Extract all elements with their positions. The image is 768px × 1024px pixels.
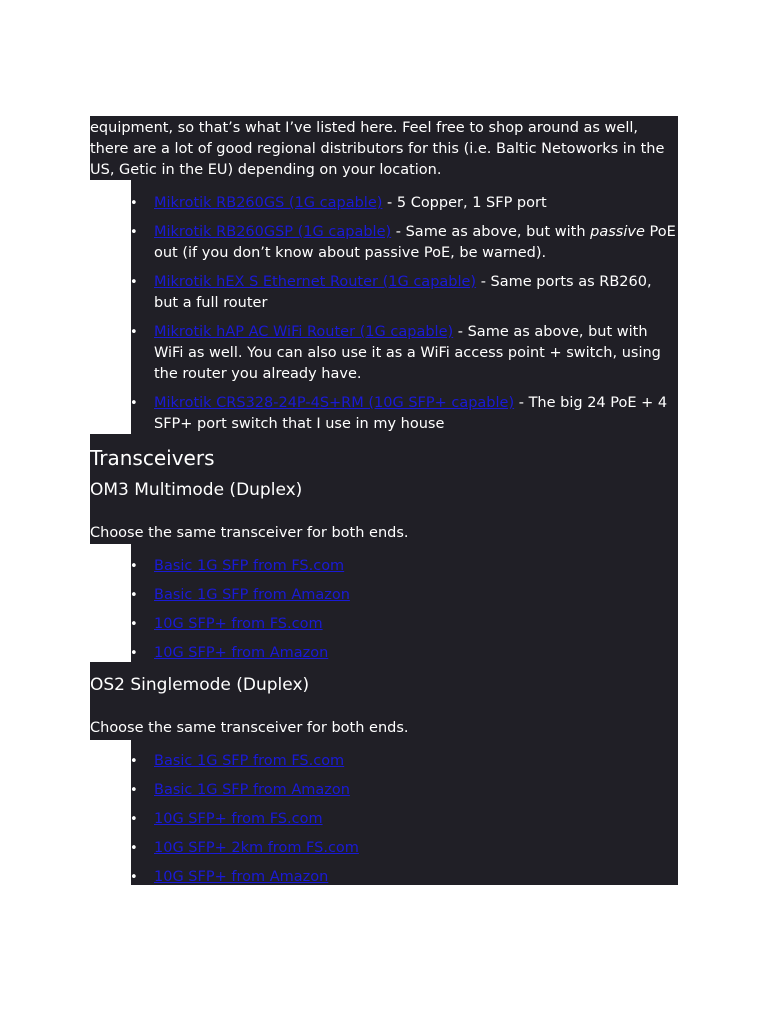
link-om3-1g-fs[interactable]: Basic 1G SFP from FS.com: [154, 558, 345, 574]
transceivers-heading: Transceivers: [90, 446, 215, 470]
list-item: [90, 272, 680, 314]
switch-list: [90, 193, 680, 435]
item-description: - 5 Copper, 1 SFP port: [382, 195, 547, 211]
list-item: [90, 751, 680, 772]
list-item: [90, 780, 680, 801]
link-crs328[interactable]: Mikrotik CRS328-24P-4S+RM (10G SFP+ capable): [154, 395, 515, 411]
link-os2-10g-2km-fs[interactable]: 10G SFP+ 2km from FS.com: [154, 840, 359, 856]
list-item: [90, 838, 680, 859]
item-emphasis: passive: [590, 224, 645, 240]
list-item: [90, 556, 680, 577]
om3-note: Choose the same transceiver for both ends.: [90, 525, 409, 541]
list-item: [90, 867, 680, 888]
link-os2-1g-amazon[interactable]: Basic 1G SFP from Amazon: [154, 782, 350, 798]
link-os2-1g-fs[interactable]: Basic 1G SFP from FS.com: [154, 753, 345, 769]
item-description: - Same ports as RB260, but a full router: [154, 274, 652, 311]
list-item: [90, 614, 680, 635]
link-om3-10g-amazon[interactable]: 10G SFP+ from Amazon: [154, 645, 329, 661]
link-hap-ac[interactable]: Mikrotik hAP AC WiFi Router (1G capable): [154, 324, 454, 340]
os2-heading: OS2 Singlemode (Duplex): [90, 675, 310, 695]
link-rb260gs[interactable]: Mikrotik RB260GS (1G capable): [154, 195, 383, 211]
os2-note: Choose the same transceiver for both ends.: [90, 720, 409, 736]
list-item: [90, 193, 680, 214]
link-hex-s[interactable]: Mikrotik hEX S Ethernet Router (1G capable): [154, 274, 477, 290]
link-os2-10g-fs[interactable]: 10G SFP+ from FS.com: [154, 811, 323, 827]
list-item: [90, 322, 680, 385]
item-description: PoE out (if you don’t know about passive PoE, be warned).: [154, 224, 676, 261]
list-item: [90, 222, 680, 264]
om3-heading: OM3 Multimode (Duplex): [90, 480, 303, 500]
os2-link-list: [90, 751, 680, 888]
link-os2-10g-amazon[interactable]: 10G SFP+ from Amazon: [154, 869, 329, 885]
link-om3-10g-fs[interactable]: 10G SFP+ from FS.com: [154, 616, 323, 632]
item-description: - Same as above, but with: [391, 224, 591, 240]
list-item: [90, 643, 680, 664]
item-description: - The big 24 PoE + 4 SFP+ port switch that I use in my house: [154, 395, 668, 432]
link-rb260gsp[interactable]: Mikrotik RB260GSP (1G capable): [154, 224, 392, 240]
intro-paragraph: equipment, so that’s what I’ve listed here. Feel free to shop around as well, there are a lot of good regional distributors for this (i.e. Baltic Netoworks in the US, Getic in the EU) depending on your location.: [90, 120, 665, 178]
article-content: [90, 116, 680, 888]
om3-link-list: [90, 556, 680, 664]
list-item: [90, 809, 680, 830]
link-om3-1g-amazon[interactable]: Basic 1G SFP from Amazon: [154, 587, 350, 603]
list-item: [90, 585, 680, 606]
item-description: - Same as above, but with WiFi as well. You can also use it as a WiFi access point + switch, using the router you already have.: [154, 324, 661, 382]
list-item: [90, 393, 680, 435]
